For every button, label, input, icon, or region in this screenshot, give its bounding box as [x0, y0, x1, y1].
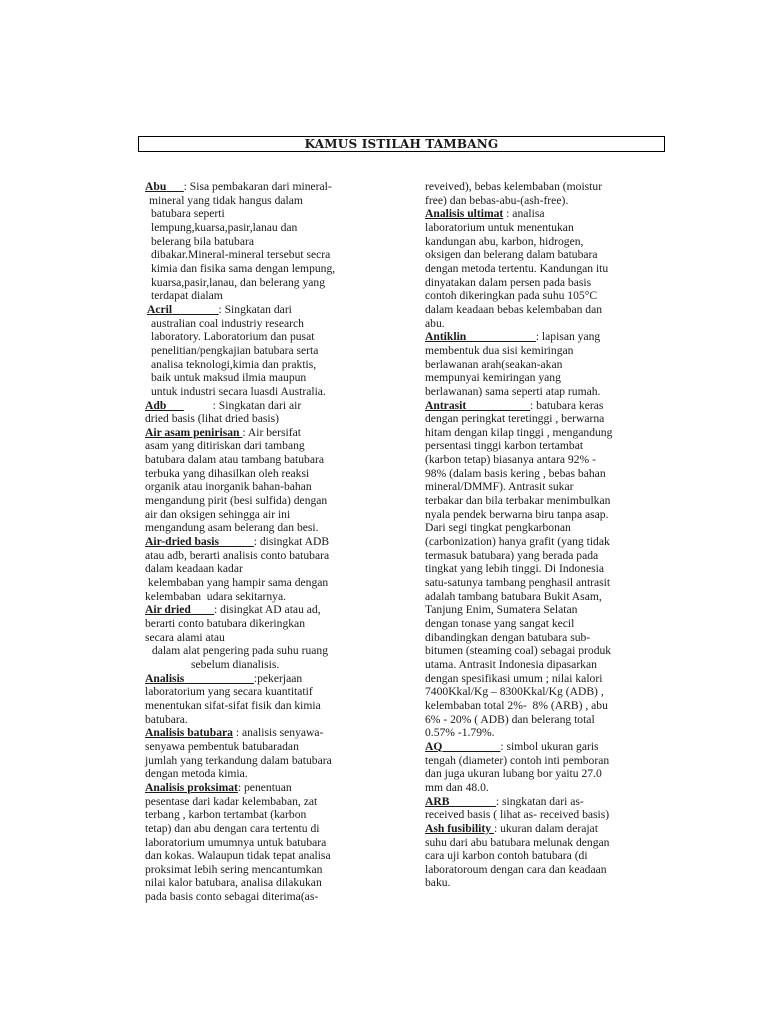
glossary-text-line — [145, 289, 385, 303]
glossary-text-line — [425, 849, 665, 863]
glossary-text-line — [145, 262, 385, 276]
glossary-text: dalam keadaan bebas kelembaban dan — [425, 302, 603, 316]
glossary-text: organik atau inorganik bahan-bahan — [145, 480, 312, 494]
glossary-text-line — [145, 385, 385, 399]
glossary-text: untuk industri secara luasdi Australia. — [151, 384, 326, 398]
glossary-text: kelembaban udara sekitarnya. — [145, 589, 286, 603]
glossary-text: menentukan sifat-sifat fisik dan kimia — [145, 698, 321, 712]
glossary-text: laboratoroum dengan cara dan keadaan — [425, 862, 607, 876]
term-underline-gap: ___ — [166, 398, 184, 412]
glossary-text: tetap) dan abu dengan cara tertentu di — [145, 821, 320, 835]
glossary-text-line — [145, 795, 385, 809]
glossary-text-line — [425, 289, 665, 303]
glossary-text-line — [425, 248, 665, 262]
glossary-text-line — [425, 467, 665, 481]
glossary-text-line — [425, 836, 665, 850]
glossary-text-line — [145, 617, 385, 631]
glossary-text-line — [145, 631, 385, 645]
glossary-text: air dan oksigen sehingga air ini — [145, 507, 291, 521]
glossary-text: (carbonization) hanya grafit (yang tidak — [425, 535, 610, 549]
glossary-text: pesentase dari kadar kelembaban, zat — [145, 794, 318, 808]
glossary-text-line — [425, 658, 665, 672]
glossary-text-line — [425, 726, 665, 740]
glossary-text-line — [425, 644, 665, 658]
glossary-definition: : disingkat ADB — [253, 535, 330, 549]
glossary-text: australian coal industriy research — [151, 316, 304, 330]
glossary-text: dengan metoda tertentu. Kandungan itu — [425, 261, 609, 275]
glossary-text-line — [145, 562, 385, 576]
glossary-definition: : ukuran dalam derajat — [493, 821, 598, 835]
glossary-term: Air dried — [145, 603, 191, 617]
glossary-text-line — [145, 344, 385, 358]
glossary-text-line — [145, 549, 385, 563]
glossary-text-line — [425, 631, 665, 645]
glossary-definition: : penentuan — [237, 780, 292, 794]
glossary-entry-line — [145, 726, 385, 740]
glossary-text: termasuk batubara) yang berada pada — [425, 548, 599, 562]
glossary-text: bitumen (steaming coal) sebagai produk — [425, 644, 612, 658]
glossary-text-line — [145, 439, 385, 453]
glossary-text-line — [145, 863, 385, 877]
glossary-term: Air asam penirisan — [145, 425, 243, 439]
glossary-text-line — [145, 508, 385, 522]
glossary-text: satu-satunya tambang penghasil antrasit — [425, 576, 611, 590]
glossary-text-line — [145, 207, 385, 221]
glossary-text: mineral/DMMF). Antrasit sukar — [425, 480, 574, 494]
glossary-text: analisa teknologi,kimia dan praktis, — [151, 357, 317, 371]
glossary-text-line — [145, 412, 385, 426]
glossary-text-line — [145, 767, 385, 781]
glossary-term: Adb — [145, 398, 167, 412]
glossary-text-line — [145, 521, 385, 535]
glossary-entry-line — [145, 426, 385, 440]
glossary-text-line — [145, 740, 385, 754]
glossary-text: kimia dan fisika sama dengan lempung, — [151, 261, 336, 275]
glossary-text: free) dan bebas-abu-(ash-free). — [425, 193, 569, 207]
glossary-text-line — [145, 822, 385, 836]
glossary-text: secara alami atau — [145, 630, 225, 644]
glossary-text-line — [145, 276, 385, 290]
glossary-text: berlawanan arah(seakan-akan — [425, 357, 563, 371]
glossary-text: dried basis (lihat dried basis) — [145, 412, 279, 426]
glossary-text: membentuk dua sisi kemiringan — [425, 343, 574, 357]
glossary-text: dibandingkan dengan batubara sub- — [425, 630, 591, 644]
glossary-text: batubara dalam atau tambang batubara — [145, 453, 324, 467]
glossary-term: ARB — [425, 794, 450, 808]
glossary-text-line — [425, 549, 665, 563]
glossary-text-line — [425, 685, 665, 699]
glossary-text: hitam dengan kilap tinggi , mengandung — [425, 425, 613, 439]
glossary-text: jumlah yang terkandung dalam batubara — [145, 753, 332, 767]
glossary-text: 98% (dalam basis kering , bebas bahan — [425, 466, 606, 480]
glossary-text: persentasi tinggi karbon tertambat — [425, 439, 584, 453]
glossary-text: cara uji karbon contoh batubara (di — [425, 849, 588, 863]
glossary-text-line — [145, 699, 385, 713]
glossary-text-line — [145, 876, 385, 890]
glossary-text-line — [425, 754, 665, 768]
glossary-text: adalah tambang batubara Bukit Asam, — [425, 589, 602, 603]
glossary-text-line — [145, 685, 385, 699]
glossary-text-line — [145, 248, 385, 262]
glossary-text-line — [145, 890, 385, 904]
glossary-text: 0.57% -1.79%. — [425, 726, 495, 740]
glossary-definition: : Sisa pembakaran dari mineral- — [183, 180, 332, 193]
left-column — [145, 180, 385, 904]
glossary-text: penelitian/pengkajian batubara serta — [151, 343, 319, 357]
glossary-definition: : singkatan dari as- — [495, 794, 584, 808]
glossary-text: mengandung asam belerang dan besi. — [145, 521, 319, 535]
glossary-text-line — [145, 644, 385, 658]
glossary-text-line — [425, 521, 665, 535]
term-underline-gap: __________ — [442, 739, 501, 753]
glossary-text-line — [425, 221, 665, 235]
glossary-text: berlawanan) sama seperti atap rumah. — [425, 384, 601, 398]
glossary-text-line — [425, 590, 665, 604]
glossary-text-line — [425, 767, 665, 781]
glossary-term: Air-dried basis — [145, 535, 219, 549]
glossary-text-line — [425, 262, 665, 276]
glossary-text-line — [425, 480, 665, 494]
glossary-text: Dari segi tingkat pengkarbonan — [425, 521, 571, 535]
glossary-text: mineral yang tidak hangus dalam — [149, 193, 303, 207]
glossary-text: asam yang ditiriskan dari tambang — [145, 439, 305, 453]
glossary-text: utama. Antrasit Indonesia dipasarkan — [425, 657, 597, 671]
glossary-text: dengan tonase yang sangat kecil — [425, 617, 575, 630]
glossary-text: 7400Kkal/Kg – 8300Kkal/Kg (ADB) , — [425, 685, 604, 699]
glossary-definition: : lapisan yang — [535, 330, 601, 344]
glossary-term: Analisis batubara — [145, 726, 233, 740]
glossary-definition: : Air bersifat — [242, 425, 301, 439]
glossary-text: reveived), bebas kelembaban (moistur — [425, 180, 603, 193]
glossary-text-line — [425, 412, 665, 426]
glossary-text-line — [425, 699, 665, 713]
glossary-text: oksigen dan belerang dalam batubara — [425, 248, 598, 262]
glossary-text: dengan metoda kimia. — [145, 767, 248, 781]
glossary-definition: :pekerjaan — [253, 671, 303, 685]
glossary-text: kelembaban total 2%- 8% (ARB) , abu — [425, 698, 608, 712]
glossary-text: belerang bila batubara — [151, 234, 255, 248]
term-underline-gap: ____ — [190, 603, 215, 617]
glossary-text: laboratorium yang secara kuantitatif — [145, 685, 313, 699]
glossary-text-line — [425, 453, 665, 467]
right-column — [425, 180, 665, 890]
glossary-text: terbang , karbon tertambat (karbon — [145, 808, 307, 822]
glossary-text: tingkat yang lebih tinggi. Di Indonesia — [425, 562, 605, 576]
glossary-text-line — [425, 317, 665, 331]
glossary-text-line — [425, 562, 665, 576]
glossary-text: dengan peringkat teretinggi , berwarna — [425, 412, 605, 426]
glossary-term: Ash fusibility — [425, 821, 494, 835]
glossary-text: tengah (diameter) contoh inti pemboran — [425, 753, 610, 767]
glossary-text-line — [425, 426, 665, 440]
glossary-text-line — [425, 344, 665, 358]
glossary-entry-line — [425, 822, 665, 836]
glossary-text-line — [425, 808, 665, 822]
glossary-text-line — [425, 385, 665, 399]
glossary-text: 6% - 20% ( ADB) dan belerang total — [425, 712, 595, 726]
glossary-text-line — [145, 658, 385, 672]
glossary-text-line — [145, 358, 385, 372]
glossary-text-line — [425, 303, 665, 317]
glossary-text-line — [425, 276, 665, 290]
glossary-term: Analisis — [145, 671, 185, 685]
glossary-entry-line — [145, 603, 385, 617]
glossary-entry-line — [145, 781, 385, 795]
glossary-text: dan kokas. Walaupun tidak tepat analisa — [145, 849, 331, 863]
glossary-text: terdapat dialam — [151, 289, 223, 303]
glossary-text: terbuka yang dihasilkan oleh reaksi — [145, 466, 310, 480]
glossary-text-line — [425, 535, 665, 549]
glossary-text-line — [145, 590, 385, 604]
glossary-text: kandungan abu, karbon, hidrogen, — [425, 234, 584, 248]
glossary-text-line — [425, 713, 665, 727]
glossary-text: kuarsa,pasir,lanau, dan belerang yang — [151, 275, 326, 289]
glossary-text-line — [425, 863, 665, 877]
glossary-entry-line — [145, 535, 385, 549]
glossary-text: (karbon tetap) biasanya antara 92% - — [425, 453, 596, 467]
term-underline-gap: ______ — [218, 535, 254, 549]
glossary-text: terbakar dan bila terbakar menimbulkan — [425, 494, 611, 508]
glossary-text: Tanjung Enim, Sumatera Selatan — [425, 603, 578, 617]
term-underline-gap: ___________ — [466, 398, 530, 412]
glossary-text: nyala pendek berwarna biru tanpa asap. — [425, 507, 609, 521]
glossary-term: AQ — [425, 739, 443, 753]
glossary-text-line — [145, 317, 385, 331]
glossary-text: mengandung pirit (besi sulfida) dengan — [145, 494, 328, 508]
glossary-entry-line — [425, 795, 665, 809]
glossary-text: berarti conto batubara dikeringkan — [145, 617, 305, 630]
glossary-text: baku. — [425, 876, 451, 890]
glossary-entry-line — [145, 399, 385, 413]
glossary-text-line — [145, 371, 385, 385]
glossary-text: contoh dikeringkan pada suhu 105°C — [425, 289, 598, 303]
glossary-text-line — [425, 494, 665, 508]
glossary-text: lempung,kuarsa,pasir,lanau dan — [151, 220, 298, 234]
glossary-text: dalam keadaan kadar — [145, 562, 243, 576]
glossary-entry-line — [425, 740, 665, 754]
glossary-term: Acril — [147, 302, 173, 316]
glossary-text: proksimat lebih sering mencantumkan — [145, 862, 323, 876]
glossary-text-line — [425, 180, 665, 194]
glossary-text: baik untuk maksud ilmia maupun — [151, 371, 307, 385]
glossary-text-line — [145, 836, 385, 850]
glossary-text-line — [145, 480, 385, 494]
term-underline-gap: ________ — [449, 794, 496, 808]
glossary-entry-line — [145, 180, 385, 194]
glossary-text: dan juga ukuran lubang bor yaitu 27.0 — [425, 767, 602, 781]
glossary-text: abu. — [425, 316, 445, 330]
glossary-term: Abu — [145, 180, 167, 193]
glossary-text-line — [425, 576, 665, 590]
glossary-text: laboratory. Laboratorium dan pusat — [151, 330, 315, 344]
glossary-definition: : analisa — [503, 207, 545, 221]
glossary-text: batubara seperti — [151, 207, 225, 221]
glossary-text-line — [145, 330, 385, 344]
glossary-text-line — [145, 453, 385, 467]
glossary-text: dengan spesifikasi umum ; nilai kalori — [425, 671, 603, 685]
glossary-text-line — [425, 617, 665, 631]
glossary-text-line — [145, 467, 385, 481]
glossary-text-line — [145, 221, 385, 235]
glossary-text: received basis ( lihat as- received basis) — [425, 808, 610, 822]
term-underline-gap: ___ — [166, 180, 184, 193]
glossary-text: suhu dari abu batubara melunak dengan — [425, 835, 610, 849]
glossary-term: Analisis proksimat — [145, 780, 238, 794]
glossary-definition: : batubara keras — [529, 398, 604, 412]
glossary-definition: : Singkatan dari — [218, 302, 292, 316]
term-underline-gap: ________ — [172, 302, 219, 316]
glossary-definition: : analisis senyawa- — [232, 726, 324, 740]
glossary-text: dalam alat pengering pada suhu ruang — [149, 644, 328, 658]
glossary-term: Antrasit — [425, 398, 467, 412]
glossary-text: atau adb, berarti analisis conto batubara — [145, 548, 330, 562]
glossary-text: senyawa pembentuk batubaradan — [145, 739, 299, 753]
glossary-term: Analisis ultimat — [425, 207, 504, 221]
glossary-definition: : Singkatan dari air — [183, 398, 302, 412]
glossary-text: dibakar.Mineral-mineral tersebut secra — [151, 248, 331, 262]
glossary-text: mm dan 48.0. — [425, 780, 489, 794]
glossary-term: Antiklin — [425, 330, 467, 344]
glossary-text-line — [145, 713, 385, 727]
glossary-text-line — [145, 494, 385, 508]
glossary-text-line — [425, 508, 665, 522]
glossary-text-line — [145, 576, 385, 590]
glossary-entry-line — [145, 672, 385, 686]
glossary-text: sebelum dianalisis. — [191, 657, 280, 671]
glossary-text-line — [425, 371, 665, 385]
glossary-text-line — [145, 808, 385, 822]
glossary-text: mempunyai kemiringan yang — [425, 371, 561, 385]
term-underline-gap: ____________ — [466, 330, 536, 344]
glossary-text: laboratorium untuk menentukan — [425, 220, 574, 234]
glossary-text-line — [425, 439, 665, 453]
glossary-text: pada basis conto sebagai diterima(as- — [145, 890, 319, 904]
glossary-entry-line — [145, 303, 385, 317]
glossary-definition: : simbol ukuran garis — [500, 739, 599, 753]
glossary-text-line — [145, 754, 385, 768]
glossary-text-line — [425, 358, 665, 372]
term-underline-gap: ____________ — [184, 671, 254, 685]
glossary-text: nilai kalor batubara, analisa dilakukan — [145, 876, 322, 890]
glossary-text-line — [425, 235, 665, 249]
glossary-text-line — [145, 235, 385, 249]
glossary-text-line — [425, 876, 665, 890]
glossary-text-line — [425, 603, 665, 617]
glossary-text-line — [145, 849, 385, 863]
glossary-definition: : disingkat AD atau ad, — [214, 603, 321, 617]
glossary-entry-line — [425, 330, 665, 344]
glossary-entry-line — [425, 207, 665, 221]
glossary-text-line — [425, 672, 665, 686]
glossary-entry-line — [425, 399, 665, 413]
glossary-text-line — [425, 781, 665, 795]
page-title: KAMUS ISTILAH TAMBANG — [138, 136, 665, 152]
glossary-text: batubara. — [145, 712, 188, 726]
glossary-text: kelembaban yang hampir sama dengan — [145, 576, 329, 590]
glossary-text: laboratorium umumnya untuk batubara — [145, 835, 327, 849]
glossary-text-line — [425, 194, 665, 208]
glossary-text-line — [145, 194, 385, 208]
glossary-text: dinyatakan dalam persen pada basis — [425, 275, 592, 289]
